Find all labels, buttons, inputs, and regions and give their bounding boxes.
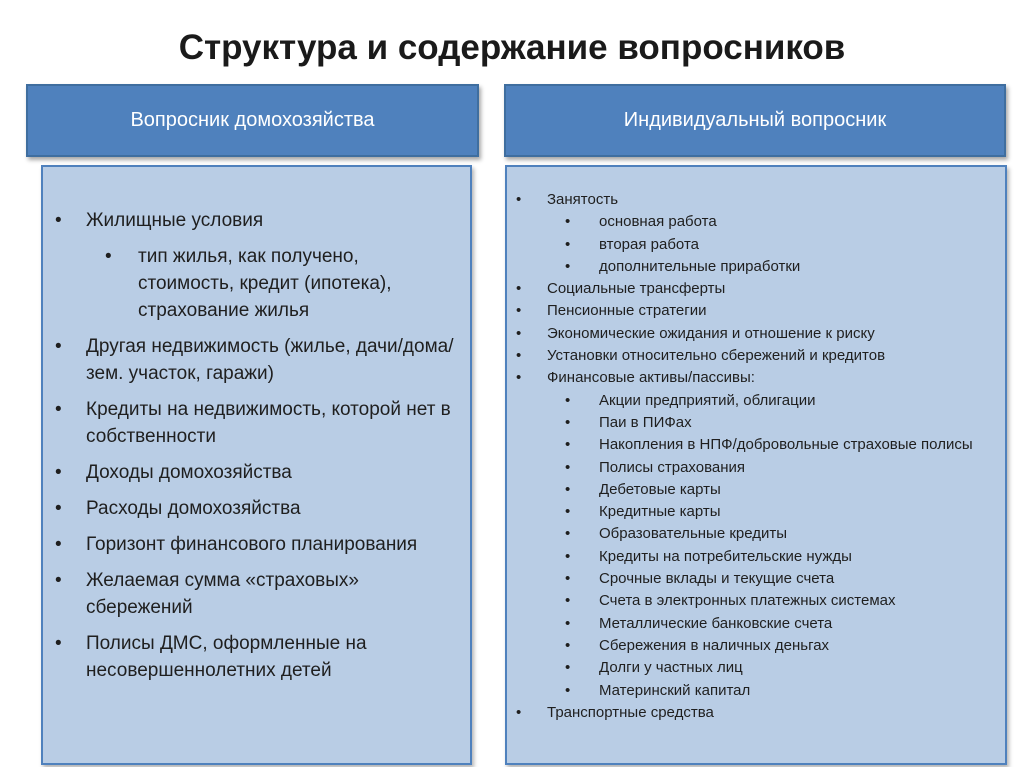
list-item-text: Материнский капитал [599,681,751,699]
individual-questionnaire-header [504,84,1006,157]
household-topics-list [43,167,470,684]
list-item-text: Паи в ПИФах [599,413,692,431]
list-item [507,189,995,211]
bullet-icon: • [565,235,571,253]
list-item-text: Срочные вклады и текущие счета [599,570,835,588]
bullet-icon: • [55,633,62,654]
bullet-icon: • [565,592,571,610]
bullet-icon: • [565,547,571,565]
list-item [43,630,456,684]
bullet-icon: • [565,614,571,632]
list-item [43,396,456,450]
bullet-icon: • [516,191,522,208]
list-item-text: Доходы домохозяйства [86,462,292,483]
bullet-icon: • [516,324,522,342]
household-questionnaire-header-label: Вопросник домохозяйства [130,109,375,131]
list-item-text: Долги у частных лиц [599,659,743,677]
list-item [507,367,995,389]
sub-list-item [507,657,995,679]
sub-list-item [507,256,995,278]
individual-questionnaire-header-label: Индивидуальный вопросник [623,109,887,131]
bullet-icon: • [105,246,112,267]
list-item-text: вторая работа [599,235,699,253]
bullet-icon: • [565,391,571,409]
list-item-text: Финансовые активы/пассивы: [547,369,755,387]
list-item-text: Экономические ожидания и отношение к риску [547,324,875,342]
bullet-icon: • [516,347,522,365]
list-item-text: Кредиты на потребительские нужды [599,547,852,565]
list-item-text: Кредиты на недвижимость, которой нет в собственности [86,399,451,447]
bullet-icon: • [565,503,571,521]
individual-topics-list [507,167,1005,724]
list-item-text: Другая недвижимость (жилье, дачи/дома/зем. участок, гаражи) [86,336,454,384]
list-item [43,531,456,558]
individual-questionnaire-panel [505,165,1007,765]
list-item-text: Образовательные кредиты [599,525,788,543]
sub-list-item [507,434,995,456]
list-item-text: Занятость [547,191,619,208]
list-item-text: Горизонт финансового планирования [86,534,418,555]
bullet-icon: • [565,681,571,699]
list-item [43,333,456,387]
bullet-icon: • [516,302,522,320]
list-item-text: дополнительные приработки [599,257,801,275]
bullet-icon: • [55,210,62,231]
sub-list-item [507,546,995,568]
list-item [43,207,456,234]
list-item-text: Сбережения в наличных деньгах [599,636,830,654]
list-item [43,459,456,486]
list-item-text: Пенсионные стратегии [547,302,707,320]
list-item-text: Жилищные условия [86,210,264,231]
bullet-icon: • [565,413,571,431]
sub-list-item [507,523,995,545]
list-item [43,567,456,621]
list-item-text: Накопления в НПФ/добровольные страховые полисы [599,436,973,454]
list-item-text: Транспортные средства [547,703,714,721]
list-item [507,702,995,724]
list-item-text: Желаемая сумма «страховых» сбережений [86,570,359,618]
bullet-icon: • [565,659,571,677]
bullet-icon: • [565,436,571,454]
sub-list-item [507,457,995,479]
bullet-icon: • [516,703,522,721]
list-item-text: Полисы ДМС, оформленные на несовершеннолетних детей [86,633,367,681]
sub-list-item [507,635,995,657]
sub-list-item [507,568,995,590]
sub-list-item [507,501,995,523]
sub-list-item [507,234,995,256]
list-item-text: Акции предприятий, облигации [599,391,816,409]
sub-list-item [507,613,995,635]
bullet-icon: • [565,458,571,476]
list-item-text: Дебетовые карты [599,480,721,498]
list-item [507,323,995,345]
page-title: Структура и содержание вопросников [178,28,846,67]
list-item-text: Металлические банковские счета [599,614,833,632]
sub-list-item [507,590,995,612]
bullet-icon: • [55,534,62,555]
bullet-icon: • [55,498,62,519]
bullet-icon: • [55,570,62,591]
sub-list-item [507,680,995,702]
list-item-text: Кредитные карты [599,503,721,521]
bullet-icon: • [565,480,571,498]
bullet-icon: • [565,257,571,275]
bullet-icon: • [55,399,62,420]
sub-list-item [507,412,995,434]
bullet-icon: • [565,213,571,231]
list-item-text: основная работа [599,213,717,231]
bullet-icon: • [516,280,522,298]
bullet-icon: • [516,369,522,387]
bullet-icon: • [565,636,571,654]
household-questionnaire-panel [41,165,472,765]
list-item-text: Расходы домохозяйства [86,498,301,519]
list-item-text: Установки относительно сбережений и кредитов [547,347,886,365]
list-item-text: тип жилья, как получено, стоимость, кредит (ипотека), страхование жилья [138,246,392,321]
bullet-icon: • [55,462,62,483]
list-item-text: Полисы страхования [599,458,746,476]
list-item-text: Социальные трансферты [547,280,726,298]
sub-list-item [507,479,995,501]
bullet-icon: • [565,525,571,543]
household-questionnaire-header [26,84,479,157]
bullet-icon: • [55,336,62,357]
list-item-text: Счета в электронных платежных системах [599,592,896,610]
sub-list-item [43,243,456,324]
list-item [507,300,995,322]
sub-list-item [507,390,995,412]
sub-list-item [507,211,995,233]
list-item [43,495,456,522]
bullet-icon: • [565,570,571,588]
list-item [507,345,995,367]
list-item [507,278,995,300]
